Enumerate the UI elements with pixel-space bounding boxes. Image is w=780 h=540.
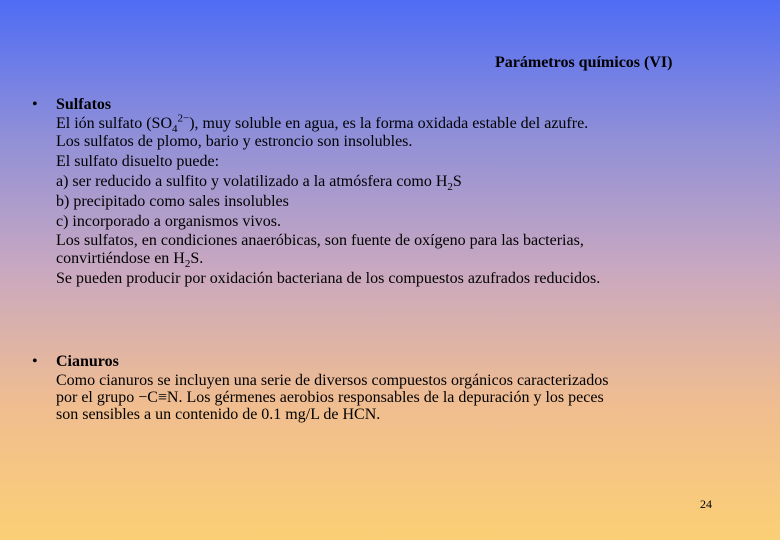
text-line: El sulfato disuelto puede:: [56, 153, 220, 170]
text-line: Como cianuros se incluyen una serie de diversos compuestos orgánicos caracterizados: [56, 372, 609, 389]
text-line: a) ser reducido a sulfito y volatilizado a la atmósfera como $H_2S$: [56, 173, 462, 194]
text-line: por el grupo −C≡N. Los gérmenes aerobios responsables de la depuración y los peces: [56, 389, 604, 406]
section-heading: Cianuros: [56, 353, 119, 370]
text-line: b) precipitado como sales insolubles: [56, 193, 289, 210]
section-heading: Sulfatos: [56, 96, 112, 113]
bullet-icon: •: [32, 96, 38, 113]
section-cianuros: [32, 352, 772, 423]
text-line: El ión sulfato $(SO_4^{2-})$, muy soluble en agua, es la forma oxidada estable del azufre.: [56, 112, 589, 136]
bullet-icon: •: [32, 353, 38, 370]
text-line: convirtiéndose en $H_2S$.: [56, 250, 204, 271]
text-line: son sensibles a un contenido de 0.1 mg/L de HCN.: [56, 406, 381, 423]
text-line: Los sulfatos de plomo, bario y estroncio son insolubles.: [56, 133, 413, 150]
section-sulfatos: [32, 95, 772, 289]
text-line: c) incorporado a organismos vivos.: [56, 213, 281, 230]
page-number: 24: [700, 497, 712, 511]
text-line: Se pueden producir por oxidación bacteriana de los compuestos azufrados reducidos.: [56, 270, 601, 287]
slide-title: Parámetros químicos (VI): [495, 54, 673, 71]
text-line: Los sulfatos, en condiciones anaeróbicas, son fuente de oxígeno para las bacterias,: [56, 232, 584, 249]
